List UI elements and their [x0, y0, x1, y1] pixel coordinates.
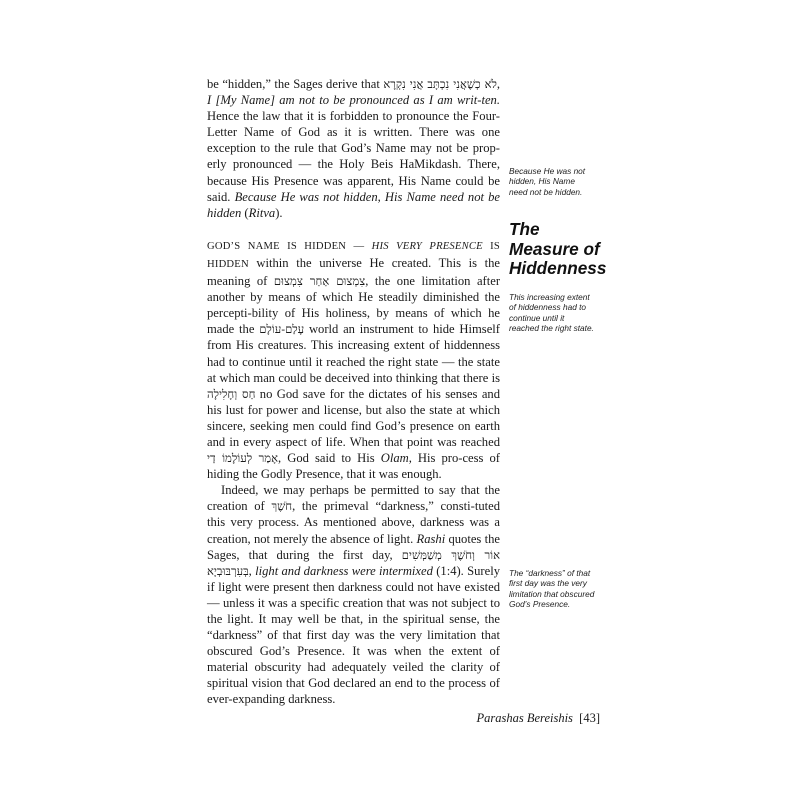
text-run: quotes the Sages, that during the first day, [207, 531, 500, 562]
text-run: His pro-cess of hiding the Godly Presence, that it was enough. [207, 451, 500, 482]
small-caps-lead-italic: HIS VERY PRESENCE [371, 240, 483, 252]
margin-note-3: The “darkness” of that first day was the very limitation that obscured God’s Presence. [509, 568, 595, 610]
text-run: , God said to His [278, 451, 381, 466]
text-run: be “hidden,” the Sages derive that [207, 77, 384, 91]
text-run: , [496, 77, 501, 91]
paragraph-1 [207, 76, 500, 221]
italic-phrase: light and darkness were intermixed [255, 563, 433, 578]
text-run: (1:4). Surely if light were present then darkness could not have existed — unless it was a specific creation that was not subject to the light. It may well be that, in the spiritual sense, the “darkness” of that first day was the very limitation that obscured God’s Presence. It was when the extent of material obscurity had adequately veiled the clarity of spiritual vision that God declared an end to the process of ever-expanding darkness. [207, 563, 501, 707]
text-run: , the primeval “darkness,” consti-tuted this very process. As mentioned above, darkness was a creation, not merely the absence of light. [207, 499, 501, 546]
hebrew-phrase: אוֹר וְחֹשֶׁךְ מְשַׁמְּשִׁים בְּעִרְבּוּבְיָא [207, 547, 500, 578]
text-run: no God save for the dictates of his senses and his lust for power and license, but also the state at which sincere, seeking men could find God’s presence on earth and in every aspect of life. When that point was reached [207, 386, 501, 449]
footer-title: Parashas Bereishis [476, 711, 573, 725]
italic-phrase: Because He was not hidden, His Name need not be hidden [207, 189, 500, 220]
text-run: ). [275, 205, 283, 220]
text-run: , the one limitation after another by means of which He steadily diminished the percepti-bility of His holiness, by means of which he made the [207, 274, 501, 337]
italic-citation: Ritva [248, 205, 276, 220]
margin-note-2: This increasing extent of hiddenness had to continue until it reached the right state. [509, 292, 594, 334]
hebrew-phrase: אָמַר לְעוֹלָמוֹ דַי [207, 451, 279, 466]
text-run: Hence the law that it is forbidden to pronounce the Four-Letter Name of God as it is written. There was one exception to the rule that God’s Name may not be prop-erly pronounced — the Holy Beis HaMikdash. There, because His Presence was apparent, His Name could be said. [207, 109, 500, 204]
hebrew-phrase: לֹא כְשֶׁאֲנִי נִכְתָּב אֲנִי נִקְרָא [383, 77, 497, 91]
paragraph-3 [207, 482, 500, 707]
text-run: world an instrument to hide Himself from His creatures. This increasing extent of hiddenness had to continue until it reached the right state — the state at which man could be deceived into thinking that there is [207, 322, 500, 385]
text-run: ( [241, 205, 249, 220]
italic-citation: Rashi [416, 531, 446, 546]
hebrew-phrase: עָלַם-עוֹלָם [259, 322, 305, 337]
hebrew-phrase: צִמְצוּם אַחַר צִמְצוּם [273, 274, 366, 289]
section-heading: The Measure of Hiddenness [509, 219, 607, 278]
page-number: [43] [579, 711, 600, 725]
text-run: within the universe He created. This is the meaning of [207, 255, 500, 289]
running-footer [448, 711, 600, 726]
text-run: , [248, 563, 256, 578]
small-caps-lead: IS HIDDEN [207, 240, 500, 270]
text-run: Indeed, we may perhaps be permitted to say that the creation of [207, 483, 500, 514]
italic-phrase: Olam, [380, 451, 412, 466]
paragraph-2 [207, 237, 500, 482]
main-text-column [207, 76, 500, 708]
hebrew-phrase: חַס וְחָלִילָה [207, 386, 256, 401]
italic-phrase: I [My Name] am not to be pronounced as I am writ-ten. [207, 93, 500, 108]
margin-note-1: Because He was not hidden, His Name need not be hidden. [509, 166, 586, 197]
hebrew-phrase: חֹשֶׁךְ [271, 499, 293, 514]
small-caps-lead: GOD’S NAME IS HIDDEN — [207, 240, 372, 252]
